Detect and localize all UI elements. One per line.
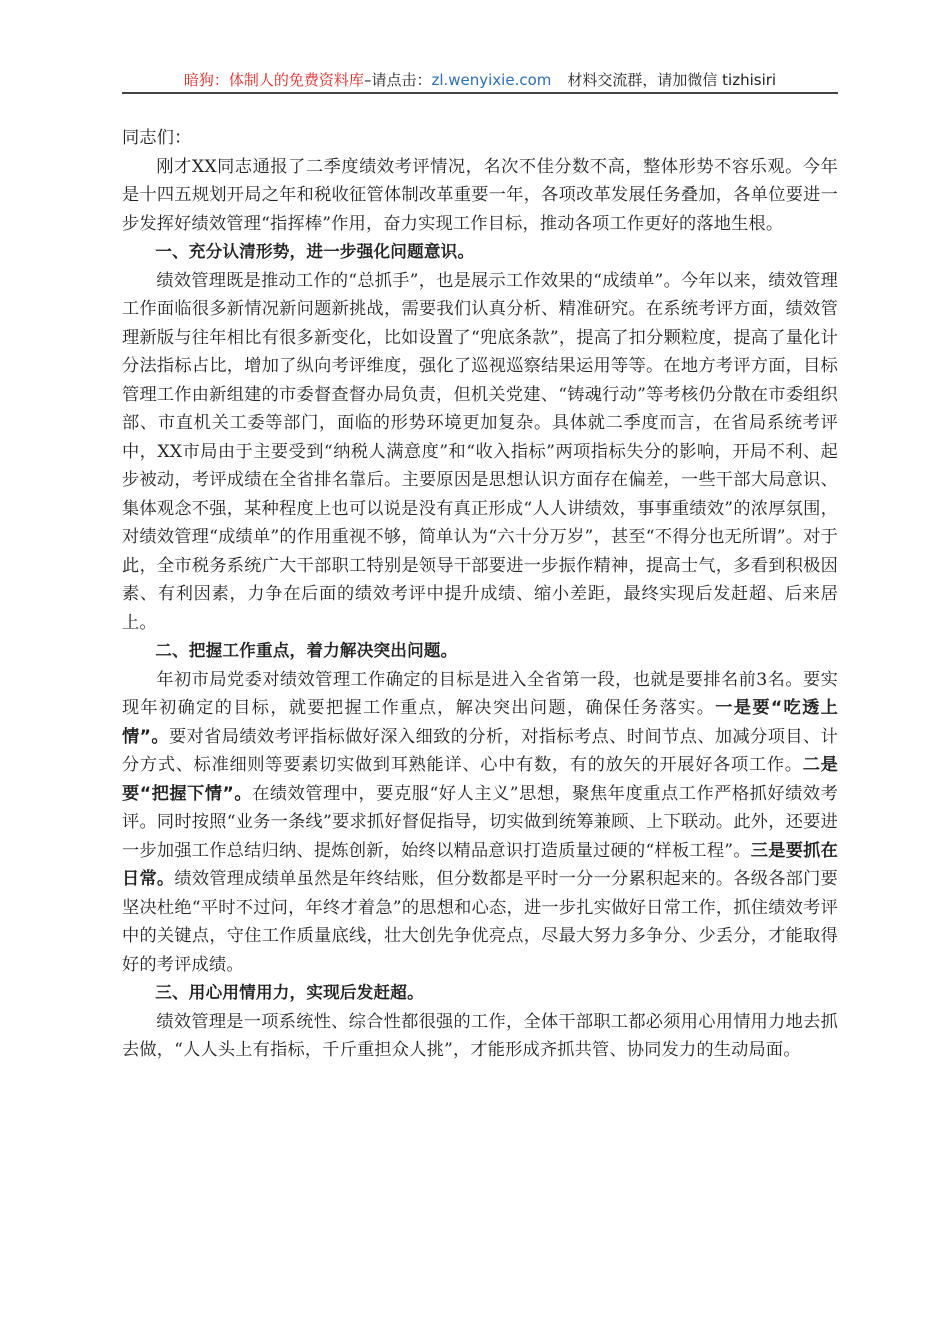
section-1-paragraph: 绩效管理既是推动工作的“总抓手”，也是展示工作效果的“成绩单”。今年以来，绩效管理工作面临很多新情况新问题新挑战，需要我们认真分析、精准研究。在系统考评方面，绩效管理新版与往年相比有很多新变化，比如设置了“兜底条款”，提高了扣分颗粒度，提高了量化计分法指标占比，增加了纵向考评维度，强化了巡视巡察结果运用等等。在地方考评方面，目标管理工作由新组建的市委督查督办局负责，但机关党建、“铸魂行动”等考核仍分散在市委组织部、市直机关工委等部门，面临的形势环境更加复杂。具体就二季度而言，在省局系统考评中，XX市局由于主要受到“纳税人满意度”和“收入指标”两项指标失分的影响，开局不利、起步被动，考评成绩在全省排名靠后。主要原因是思想认识方面存在偏差，一些干部大局意识、集体观念不强，某种程度上也可以说是没有真正形成“人人讲绩效，事事重绩效”的浓厚氛围，对绩效管理“成绩单”的作用重视不够，简单认为“六十分万岁”，甚至“不得分也无所谓”。对于此，全市税务系统广大干部职工特别是领导干部要进一步振作精神，提高士气，多看到积极因素、有利因素，力争在后面的绩效考评中提升成绩、缩小差距，最终实现后发赶超、后来居上。 <box>122 270 838 633</box>
point-3-emphasis: 三是要抓在日常。 <box>122 840 838 889</box>
point-2-emphasis: 二是要“把握下情”。 <box>122 755 838 804</box>
header-website-link[interactable]: zl.wenyixie.com <box>431 71 552 89</box>
header-prompt-text: –请点击： <box>363 71 432 89</box>
page-header-banner <box>122 68 838 92</box>
section-1-heading: 一、充分认清形势，进一步强化问题意识。 <box>155 242 475 261</box>
section-2-text: 年初市局党委对绩效管理工作确定的目标是进入全省第一段，也就是要排名前3名。要实现年初确定的目标，就要把握工作重点，解决突出问题，确保任务落实。 <box>122 669 838 718</box>
header-divider <box>122 92 838 94</box>
header-group-text: 材料交流群，请加微信 tizhisiri <box>567 71 777 89</box>
section-2-text: 绩效管理成绩单虽然是年终结账，但分数都是平时一分一分累积起来的。各级各部门要坚决杜绝“平时不过问，年终才着急”的思想和心态，进一步扎实做好日常工作，抓住绩效考评中的关键点，守住工作质量底线，壮大创先争优亮点，尽最大努力多争分、少丢分，才能取得好的考评成绩。 <box>122 869 838 975</box>
salutation: 同志们： <box>122 128 192 148</box>
section-2-text: 要对省局绩效考评指标做好深入细致的分析，对指标考点、时间节点、加减分项目、计分方式、标准细则等要素切实做到耳熟能详、心中有数，有的放矢的开展好各项工作。 <box>122 726 838 775</box>
section-2-heading: 二、把握工作重点，着力解决突出问题。 <box>155 641 458 660</box>
section-2-text: 在绩效管理中，要克服“好人主义”思想，聚焦年度重点工作严格抓好绩效考评。同时按照“业务一条线”要求抓好督促指导，切实做到统筹兼顾、上下联动。此外，还要进一步加强工作总结归纳、提炼创新，始终以精品意识打造质量过硬的“样板工程”。 <box>122 783 838 861</box>
header-brand-text: 暗狗：体制人的免费资料库 <box>183 71 364 89</box>
section-3-paragraph: 绩效管理是一项系统性、综合性都很强的工作，全体干部职工都必须用心用情用力地去抓去做，“人人头上有指标，千斤重担众人挑”，才能形成齐抓共管、协同发力的生动局面。 <box>122 1011 838 1060</box>
section-3-heading: 三、用心用情用力，实现后发赶超。 <box>155 983 424 1002</box>
intro-paragraph: 刚才XX同志通报了二季度绩效考评情况，名次不佳分数不高，整体形势不容乐观。今年是十四五规划开局之年和税收征管体制改革重要一年，各项改革发展任务叠加，各单位要进一步发挥好绩效管理“指挥棒”作用，奋力实现工作目标，推动各项工作更好的落地生根。 <box>122 156 838 234</box>
document-body <box>122 124 838 1065</box>
point-1-emphasis: 一是要“吃透上情”。 <box>122 698 838 747</box>
section-2-paragraph <box>122 666 838 980</box>
